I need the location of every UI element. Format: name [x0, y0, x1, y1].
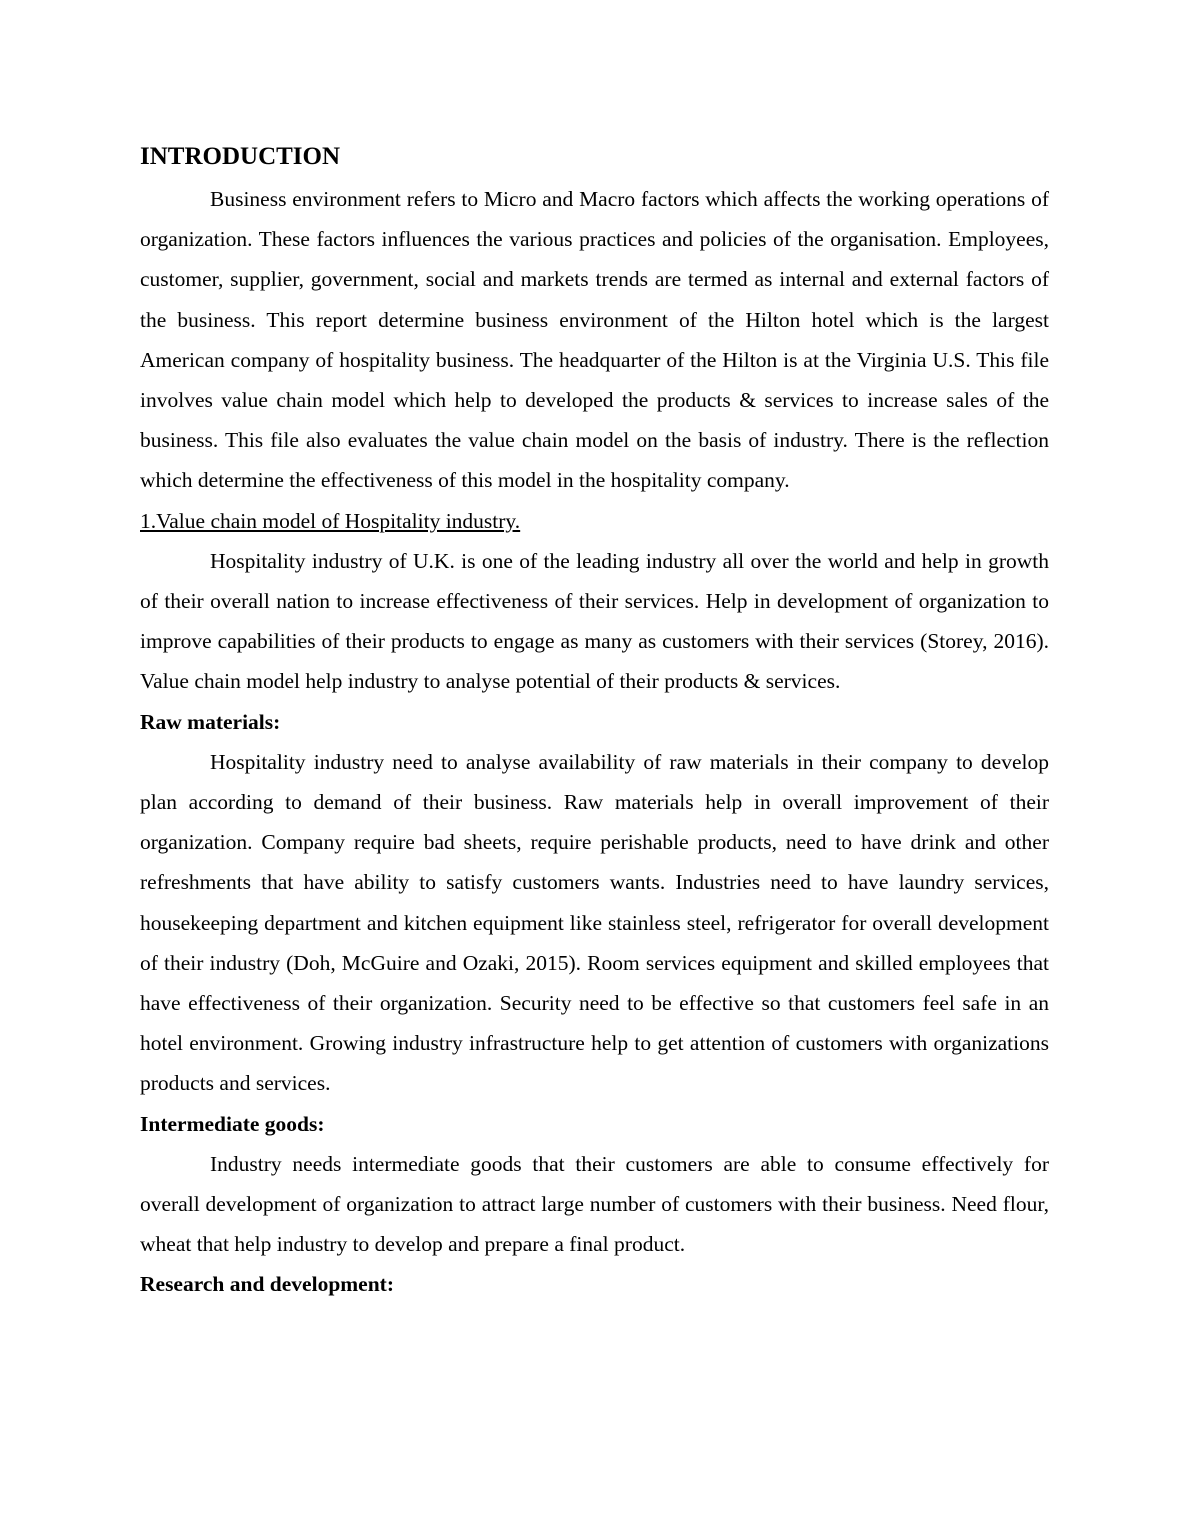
section-paragraph-value-chain: Hospitality industry of U.K. is one of the leading industry all over the world and help in growth of their overall nation to increase effectiveness of their services. Help in development of organization to improve capabilities of their products to engage as many as customers with their services (Storey, 2016). Value chain model help industry to analyse potential of their products & services.: [140, 548, 1049, 694]
paragraph-raw-materials: Hospitality industry need to analyse availability of raw materials in their company to develop plan according to demand of their business. Raw materials help in overall improvement of their organization. Company require bad sheets, require perishable products, need to have drink and other refreshments that have ability to satisfy customers wants. Industries need to have laundry services, housekeeping department and kitchen equipment like stainless steel, refrigerator for overall development of their industry (Doh, McGuire and Ozaki, 2015). Room services equipment and skilled employees that have effectiveness of their organization. Security need to be effective so that customers feel safe in an hotel environment. Growing industry infrastructure help to get attention of customers with organizations products and services.: [140, 749, 1049, 1096]
subheading-research-development: Research and development:: [140, 1272, 395, 1297]
paragraph-intermediate-goods: Industry needs intermediate goods that their customers are able to consume effectively for overall development of organization to attract large number of customers with their business. Need flour, wheat that help industry to develop and prepare a final product.: [140, 1151, 1049, 1257]
subheading-raw-materials: Raw materials:: [140, 709, 281, 734]
section-title-value-chain: 1.Value chain model of Hospitality industry.: [140, 508, 521, 533]
document-page: [140, 138, 1049, 1305]
intro-paragraph: Business environment refers to Micro and Macro factors which affects the working operations of organization. These factors influences the various practices and policies of the organisation. Employees, customer, supplier, government, social and markets trends are termed as internal and external factors of the business. This report determine business environment of the Hilton hotel which is the largest American company of hospitality business. The headquarter of the Hilton is at the Virginia U.S. This file involves value chain model which help to developed the products & services to increase sales of the business. This file also evaluates the value chain model on the basis of industry. There is the reflection which determine the effectiveness of this model in the hospitality company.: [140, 187, 1049, 493]
page-title: INTRODUCTION: [140, 143, 341, 170]
subheading-intermediate-goods: Intermediate goods:: [140, 1111, 325, 1136]
